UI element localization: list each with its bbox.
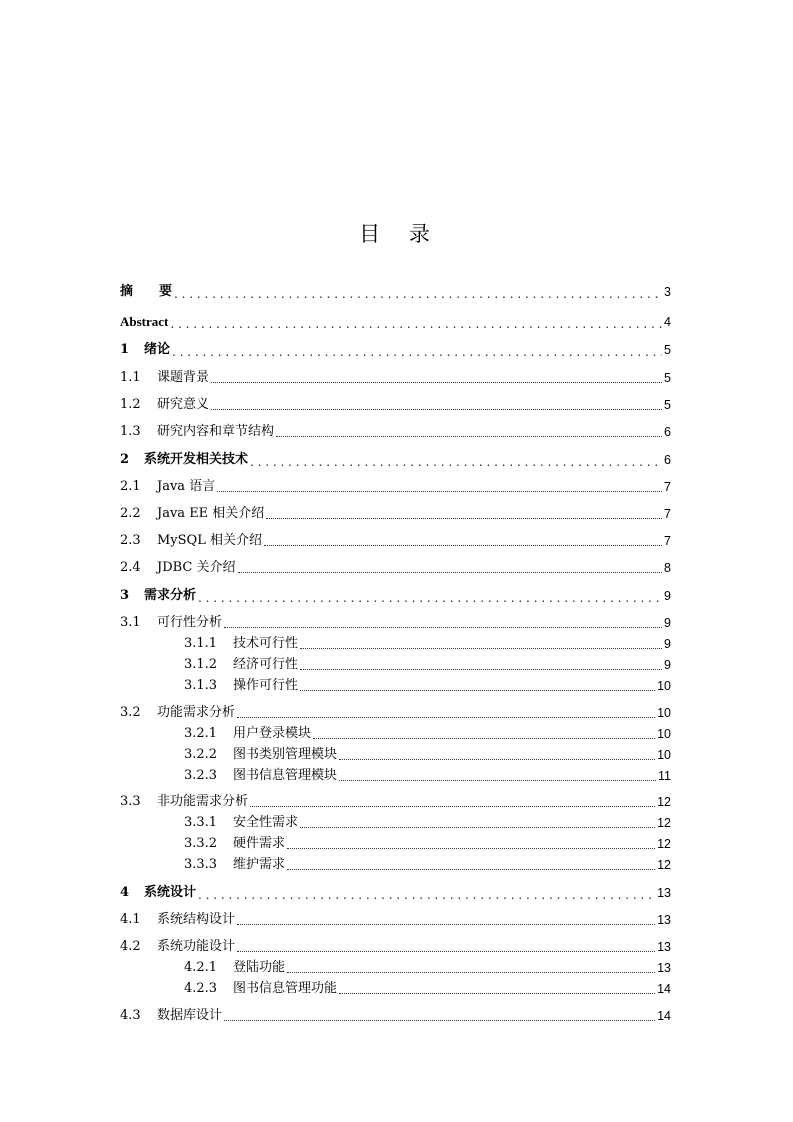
toc-entry[interactable] (120, 282, 671, 300)
toc-entry-number: 3.2.3 (184, 768, 218, 783)
toc-entry-label: 硬件需求 (233, 836, 286, 851)
toc-entry[interactable] (120, 395, 671, 413)
toc-entry[interactable] (120, 724, 671, 742)
toc-entry[interactable] (120, 450, 671, 468)
toc-dot-leader (313, 730, 655, 739)
toc-dot-leader (211, 401, 662, 410)
toc-dot-leader (339, 985, 655, 994)
toc-entry[interactable] (120, 883, 671, 901)
toc-entry-page: 5 (664, 398, 671, 412)
toc-entry-number: 2 (120, 452, 130, 467)
toc-entry[interactable] (120, 312, 671, 330)
toc-entry[interactable] (120, 676, 671, 694)
toc-dot-leader (237, 916, 655, 925)
toc-dot-leader (237, 709, 655, 718)
toc-dot-leader (339, 751, 655, 760)
toc-entry-number: 3.2.2 (184, 747, 218, 762)
toc-entry-page: 9 (664, 658, 671, 672)
toc-dot-leader (250, 454, 662, 468)
toc-entry-number: 3.3.1 (184, 815, 218, 830)
toc-entry-number: 3.2.1 (184, 726, 218, 741)
toc-entry-page: 4 (664, 315, 671, 329)
toc-dot-leader (224, 1012, 655, 1021)
toc-entry-page: 10 (657, 706, 671, 720)
toc-entry[interactable] (120, 937, 671, 955)
toc-dot-leader (300, 819, 655, 828)
toc-entry[interactable] (120, 834, 671, 852)
toc-entry-label: Java EE 相关介绍 (157, 506, 265, 521)
toc-entry[interactable] (120, 558, 671, 576)
toc-entry[interactable] (120, 477, 671, 495)
toc-entry-page: 3 (664, 285, 671, 299)
toc-entry-page: 7 (664, 534, 671, 548)
toc-entry-page: 10 (657, 727, 671, 741)
toc-entry-number: 1.3 (120, 424, 141, 439)
toc-entry-page: 10 (657, 748, 671, 762)
toc-dot-leader (170, 316, 662, 330)
toc-entry[interactable] (120, 766, 671, 784)
toc-entry[interactable] (120, 368, 671, 386)
toc-entry-label: 操作可行性 (233, 678, 299, 693)
toc-entry-page: 13 (657, 913, 671, 927)
toc-entry-page: 12 (657, 858, 671, 872)
toc-entry-label: 摘 要 (120, 284, 173, 299)
toc-entry-page: 9 (664, 589, 671, 603)
toc-entry-number: 1.1 (120, 370, 141, 385)
toc-entry-page: 5 (664, 371, 671, 385)
toc-entry-page: 12 (657, 816, 671, 830)
toc-dot-leader (300, 661, 662, 670)
toc-dot-leader (198, 887, 655, 901)
toc-entry[interactable] (120, 979, 671, 997)
toc-entry[interactable] (120, 1006, 671, 1024)
toc-entry-label: 维护需求 (233, 857, 286, 872)
toc-entry-number: 3.2 (120, 705, 141, 720)
toc-entry[interactable] (120, 958, 671, 976)
toc-entry-page: 12 (657, 837, 671, 851)
toc-dot-leader (300, 640, 662, 649)
toc-entry-page: 12 (657, 795, 671, 809)
toc-entry-page: 14 (657, 1009, 671, 1023)
toc-entry-number: 1.2 (120, 397, 141, 412)
toc-entry-label: 需求分析 (144, 588, 197, 603)
toc-dot-leader (287, 840, 655, 849)
toc-entry-label: 技术可行性 (233, 636, 299, 651)
toc-entry-page: 7 (664, 507, 671, 521)
toc-entry[interactable] (120, 634, 671, 652)
toc-entry-number: 3.1.2 (184, 657, 218, 672)
toc-entry-number: 3.3.2 (184, 836, 218, 851)
toc-entry-label: 图书类别管理模块 (233, 747, 338, 762)
toc-entry[interactable] (120, 422, 671, 440)
toc-entry-label: 课题背景 (157, 370, 210, 385)
toc-dot-leader (174, 286, 662, 300)
toc-entry-number: 3.3.3 (184, 857, 218, 872)
toc-entry-number: 4.2.3 (184, 981, 218, 996)
toc-entry[interactable] (120, 855, 671, 873)
toc-entry-page: 6 (664, 425, 671, 439)
toc-entry-label: 图书信息管理功能 (233, 981, 338, 996)
toc-entry-number: 1 (120, 342, 130, 357)
toc-entry[interactable] (120, 340, 671, 358)
toc-entry-number: 3.1.3 (184, 678, 218, 693)
toc-dot-leader (211, 374, 662, 383)
toc-entry[interactable] (120, 792, 671, 810)
toc-entry-number: 4.2.1 (184, 960, 218, 975)
toc-entry-number: 3.3 (120, 794, 141, 809)
toc-entry-label: 非功能需求分析 (157, 794, 249, 809)
toc-entry-label: 登陆功能 (233, 960, 286, 975)
toc-entry[interactable] (120, 613, 671, 631)
toc-entry-number: 4.1 (120, 912, 141, 927)
toc-dot-leader (172, 344, 662, 358)
toc-dot-leader (300, 682, 655, 691)
toc-dot-leader (287, 861, 655, 870)
toc-entry-label: 绪论 (144, 342, 171, 357)
toc-dot-leader (217, 483, 662, 492)
toc-entry-page: 9 (664, 637, 671, 651)
toc-entry-number: 3 (120, 588, 130, 603)
toc-entry-label: 经济可行性 (233, 657, 299, 672)
toc-entry-label: 系统结构设计 (157, 912, 236, 927)
toc-entry-number: 4 (120, 885, 130, 900)
toc-dot-leader (237, 943, 655, 952)
toc-entry[interactable] (120, 745, 671, 763)
toc-dot-leader (276, 428, 662, 437)
toc-entry[interactable] (120, 813, 671, 831)
toc-entry[interactable] (120, 910, 671, 928)
toc-entry-number: 4.2 (120, 939, 141, 954)
toc-entry-label: Abstract (120, 314, 169, 329)
toc-entry-label: 图书信息管理模块 (233, 768, 338, 783)
toc-entry[interactable] (120, 531, 671, 549)
toc-entry-page: 6 (664, 453, 671, 467)
toc-entry-page: 13 (657, 961, 671, 975)
toc-entry-number: 3.1.1 (184, 636, 218, 651)
toc-entry-label: 可行性分析 (157, 615, 223, 630)
toc-dot-leader (238, 564, 663, 573)
toc-entry-label: 系统设计 (144, 885, 197, 900)
toc-entry-page: 13 (657, 886, 671, 900)
toc-dot-leader (287, 964, 655, 973)
toc-entry-number: 2.4 (120, 560, 141, 575)
toc-entry-page: 11 (658, 769, 671, 783)
toc-entry-number: 4.3 (120, 1008, 141, 1023)
toc-entry-page: 9 (664, 616, 671, 630)
toc-entry-label: 研究意义 (157, 397, 210, 412)
toc-entry-page: 7 (664, 480, 671, 494)
toc-dot-leader (250, 798, 655, 807)
toc-entry-number: 3.1 (120, 615, 141, 630)
toc-entry-page: 13 (657, 940, 671, 954)
toc-entry-label: JDBC 关介绍 (157, 560, 236, 575)
toc-entry-number: 2.3 (120, 533, 141, 548)
toc-dot-leader (264, 537, 662, 546)
toc-entry[interactable] (120, 586, 671, 604)
toc-entry-label: 系统开发相关技术 (144, 452, 249, 467)
toc-entry-label: 研究内容和章节结构 (157, 424, 275, 439)
toc-entry-page: 8 (664, 561, 671, 575)
toc-entry[interactable] (120, 703, 671, 721)
toc-entry[interactable] (120, 655, 671, 673)
toc-entry-label: 数据库设计 (157, 1008, 223, 1023)
page-title: 目 录 (359, 222, 434, 246)
toc-entry-page: 5 (664, 343, 671, 357)
toc-entry-label: Java 语言 (157, 479, 216, 494)
table-of-contents (120, 0, 671, 1122)
toc-entry-number: 2.1 (120, 479, 141, 494)
toc-entry-page: 14 (657, 982, 671, 996)
toc-entry-label: MySQL 相关介绍 (157, 533, 262, 548)
toc-dot-leader (339, 772, 656, 781)
toc-entry-label: 安全性需求 (233, 815, 299, 830)
toc-entry[interactable] (120, 504, 671, 522)
toc-entry-page: 10 (657, 679, 671, 693)
toc-entry-label: 系统功能设计 (157, 939, 236, 954)
toc-entry-label: 用户登录模块 (233, 726, 312, 741)
toc-entry-number: 2.2 (120, 506, 141, 521)
toc-entry-label: 功能需求分析 (157, 705, 236, 720)
toc-dot-leader (198, 590, 662, 604)
toc-dot-leader (224, 619, 662, 628)
toc-dot-leader (266, 510, 662, 519)
